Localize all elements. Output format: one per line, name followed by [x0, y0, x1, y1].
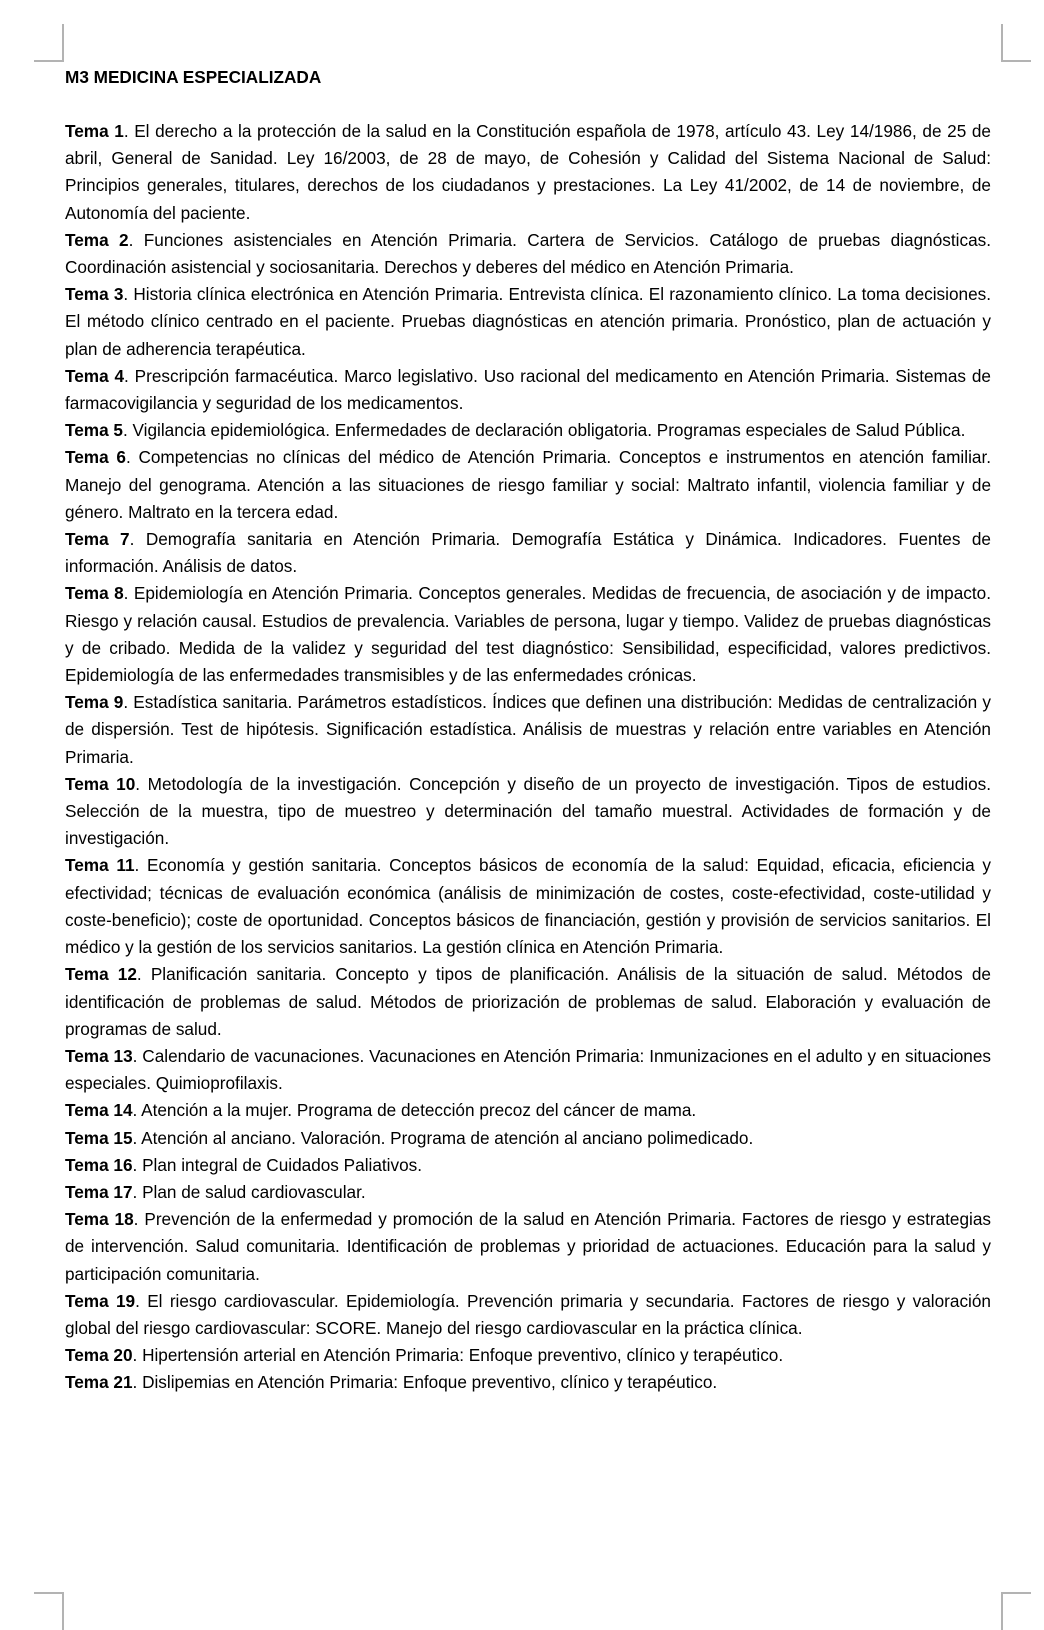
topic-text: . Calendario de vacunaciones. Vacunaciones en Atención Primaria: Inmunizaciones en el adulto y en situaciones especiales. Quimioprofilaxis.: [65, 1045, 992, 1094]
topic-label: Tema 21: [65, 1372, 133, 1393]
topic-label: Tema 12: [65, 964, 137, 985]
topic-21: [65, 1369, 991, 1396]
topic-text: . Prescripción farmacéutica. Marco legislativo. Uso racional del medicamento en Atención Primaria. Sistemas de farmacovigilancia y seguridad de los medicamentos.: [65, 365, 991, 414]
topic-label: Tema 14: [65, 1100, 133, 1121]
topic-12: [65, 961, 991, 1043]
topic-label: Tema 6: [65, 447, 126, 468]
topic-label: Tema 9: [65, 692, 124, 713]
topic-text: . Vigilancia epidemiológica. Enfermedades de declaración obligatoria. Programas especiales de Salud Pública.: [122, 420, 966, 441]
topic-label: Tema 8: [65, 583, 124, 604]
topic-text: . Metodología de la investigación. Concepción y diseño de un proyecto de investigación. Tipos de estudios. Selección de la muestra, tipo de muestreo y determinación del tamaño muestral. Actividades de formación y de investigación.: [65, 773, 991, 849]
topic-label: Tema 13: [65, 1045, 133, 1066]
topic-17: [65, 1179, 991, 1206]
topic-4: [65, 363, 991, 417]
topic-19: [65, 1288, 991, 1342]
topic-9: [65, 689, 991, 771]
crop-mark-top-right: [1001, 24, 1031, 62]
topic-11: [65, 852, 991, 961]
topic-label: Tema 3: [65, 284, 124, 305]
topic-text: . Demografía sanitaria en Atención Primaria. Demografía Estática y Dinámica. Indicadores. Fuentes de información. Análisis de datos.: [65, 529, 991, 577]
topic-text: . Historia clínica electrónica en Atención Primaria. Entrevista clínica. El razonamiento clínico. La toma decisiones. El método clínico centrado en el paciente. Pruebas diagnósticas en atención primaria. Pronóstico, plan de actuación y plan de adherencia terapéutica.: [65, 284, 991, 359]
document-page: [65, 64, 991, 1397]
topic-8: [65, 580, 991, 689]
topic-label: Tema 15: [65, 1127, 133, 1148]
topic-text: . Plan de salud cardiovascular.: [132, 1181, 366, 1202]
topic-label: Tema 20: [65, 1345, 133, 1366]
topic-18: [65, 1206, 991, 1288]
topic-text: . El riesgo cardiovascular. Epidemiología. Prevención primaria y secundaria. Factores de riesgo y valoración global del riesgo cardiovascular: SCORE. Manejo del riesgo cardiovascular en la práctica clínica.: [65, 1290, 991, 1338]
topic-6: [65, 444, 991, 526]
topic-14: [65, 1097, 991, 1124]
topic-10: [65, 771, 991, 853]
topic-label: Tema 11: [65, 855, 135, 876]
topic-text: . Planificación sanitaria. Concepto y tipos de planificación. Análisis de la situación de salud. Métodos de identificación de problemas de salud. Métodos de priorización de problemas de salud. Elaboración y evaluación de programas de salud.: [65, 964, 991, 1039]
topic-label: Tema 16: [65, 1154, 133, 1175]
topic-text: . Estadística sanitaria. Parámetros estadísticos. Índices que definen una distribución: Medidas de centralización y de dispersión. Test de hipótesis. Significación estadística. Análisis de muestras y relación entre variables en Atención Primaria.: [65, 692, 991, 767]
topic-label: Tema 2: [65, 229, 129, 250]
topic-text: . Funciones asistenciales en Atención Primaria. Cartera de Servicios. Catálogo de pruebas diagnósticas. Coordinación asistencial y sociosanitaria. Derechos y deberes del médico en Atención Primaria.: [65, 229, 991, 278]
topic-list: [65, 118, 991, 1397]
topic-16: [65, 1152, 991, 1179]
topic-label: Tema 5: [65, 420, 123, 441]
topic-text: . Epidemiología en Atención Primaria. Conceptos generales. Medidas de frecuencia, de asociación y de impacto. Riesgo y relación causal. Estudios de prevalencia. Variables de persona, lugar y tiempo. Validez de pruebas diagnósticas y de cribado. Medida de la validez y seguridad del test diagnóstico: Sensibilidad, especificidad, valores predictivos. Epidemiología de las enfermedades transmisibles y de las enfermedades crónicas.: [65, 583, 991, 686]
topic-text: . Economía y gestión sanitaria. Conceptos básicos de economía de la salud: Equidad, eficacia, eficiencia y efectividad; técnicas de evaluación económica (análisis de minimización de costes, coste-efectividad, coste-utilidad y coste-beneficio); coste de oportunidad. Conceptos básicos de financiación, gestión y provisión de servicios sanitarios. El médico y la gestión de los servicios sanitarios. La gestión clínica en Atención Primaria.: [65, 855, 991, 958]
topic-text: . Atención al anciano. Valoración. Programa de atención al anciano polimedicado.: [132, 1127, 754, 1148]
topic-1: [65, 118, 991, 227]
crop-mark-bottom-left: [34, 1592, 64, 1630]
topic-label: Tema 18: [65, 1209, 134, 1230]
topic-20: [65, 1342, 991, 1369]
topic-text: . Dislipemias en Atención Primaria: Enfoque preventivo, clínico y terapéutico.: [132, 1372, 718, 1393]
topic-label: Tema 10: [65, 773, 136, 794]
topic-text: . Hipertensión arterial en Atención Primaria: Enfoque preventivo, clínico y terapéutico.: [132, 1345, 784, 1366]
crop-mark-bottom-right: [1001, 1592, 1031, 1630]
topic-13: [65, 1043, 991, 1097]
document-title: M3 MEDICINA ESPECIALIZADA: [65, 67, 322, 87]
topic-text: . Plan integral de Cuidados Paliativos.: [132, 1154, 423, 1175]
crop-mark-top-left: [34, 24, 64, 62]
topic-7: [65, 526, 991, 580]
topic-2: [65, 227, 991, 281]
topic-3: [65, 281, 991, 363]
topic-label: Tema 19: [65, 1290, 136, 1311]
topic-text: . Atención a la mujer. Programa de detección precoz del cáncer de mama.: [132, 1100, 697, 1121]
topic-label: Tema 1: [65, 121, 124, 141]
topic-15: [65, 1125, 991, 1152]
topic-text: . El derecho a la protección de la salud en la Constitución española de 1978, artículo 43. Ley 14/1986, de 25 de abril, General de Sanidad. Ley 16/2003, de 28 de mayo, de Cohesión y Calidad del Sistema Nacional de Salud: Principios generales, titulares, derechos de los ciudadanos y prestaciones. La Ley 41/2002, de 14 de noviembre, de Autonomía del paciente.: [65, 121, 991, 223]
topic-label: Tema 7: [65, 529, 130, 550]
topic-label: Tema 17: [65, 1181, 133, 1202]
topic-label: Tema 4: [65, 365, 125, 386]
topic-5: [65, 417, 991, 444]
topic-text: . Competencias no clínicas del médico de Atención Primaria. Conceptos e instrumentos en atención familiar. Manejo del genograma. Atención a las situaciones de riesgo familiar y social: Maltrato infantil, violencia familiar y de género. Maltrato en la tercera edad.: [65, 447, 991, 522]
topic-text: . Prevención de la enfermedad y promoción de la salud en Atención Primaria. Factores de riesgo y estrategias de intervención. Salud comunitaria. Identificación de problemas y prioridad de actuaciones. Educación para la salud y participación comunitaria.: [65, 1209, 992, 1284]
